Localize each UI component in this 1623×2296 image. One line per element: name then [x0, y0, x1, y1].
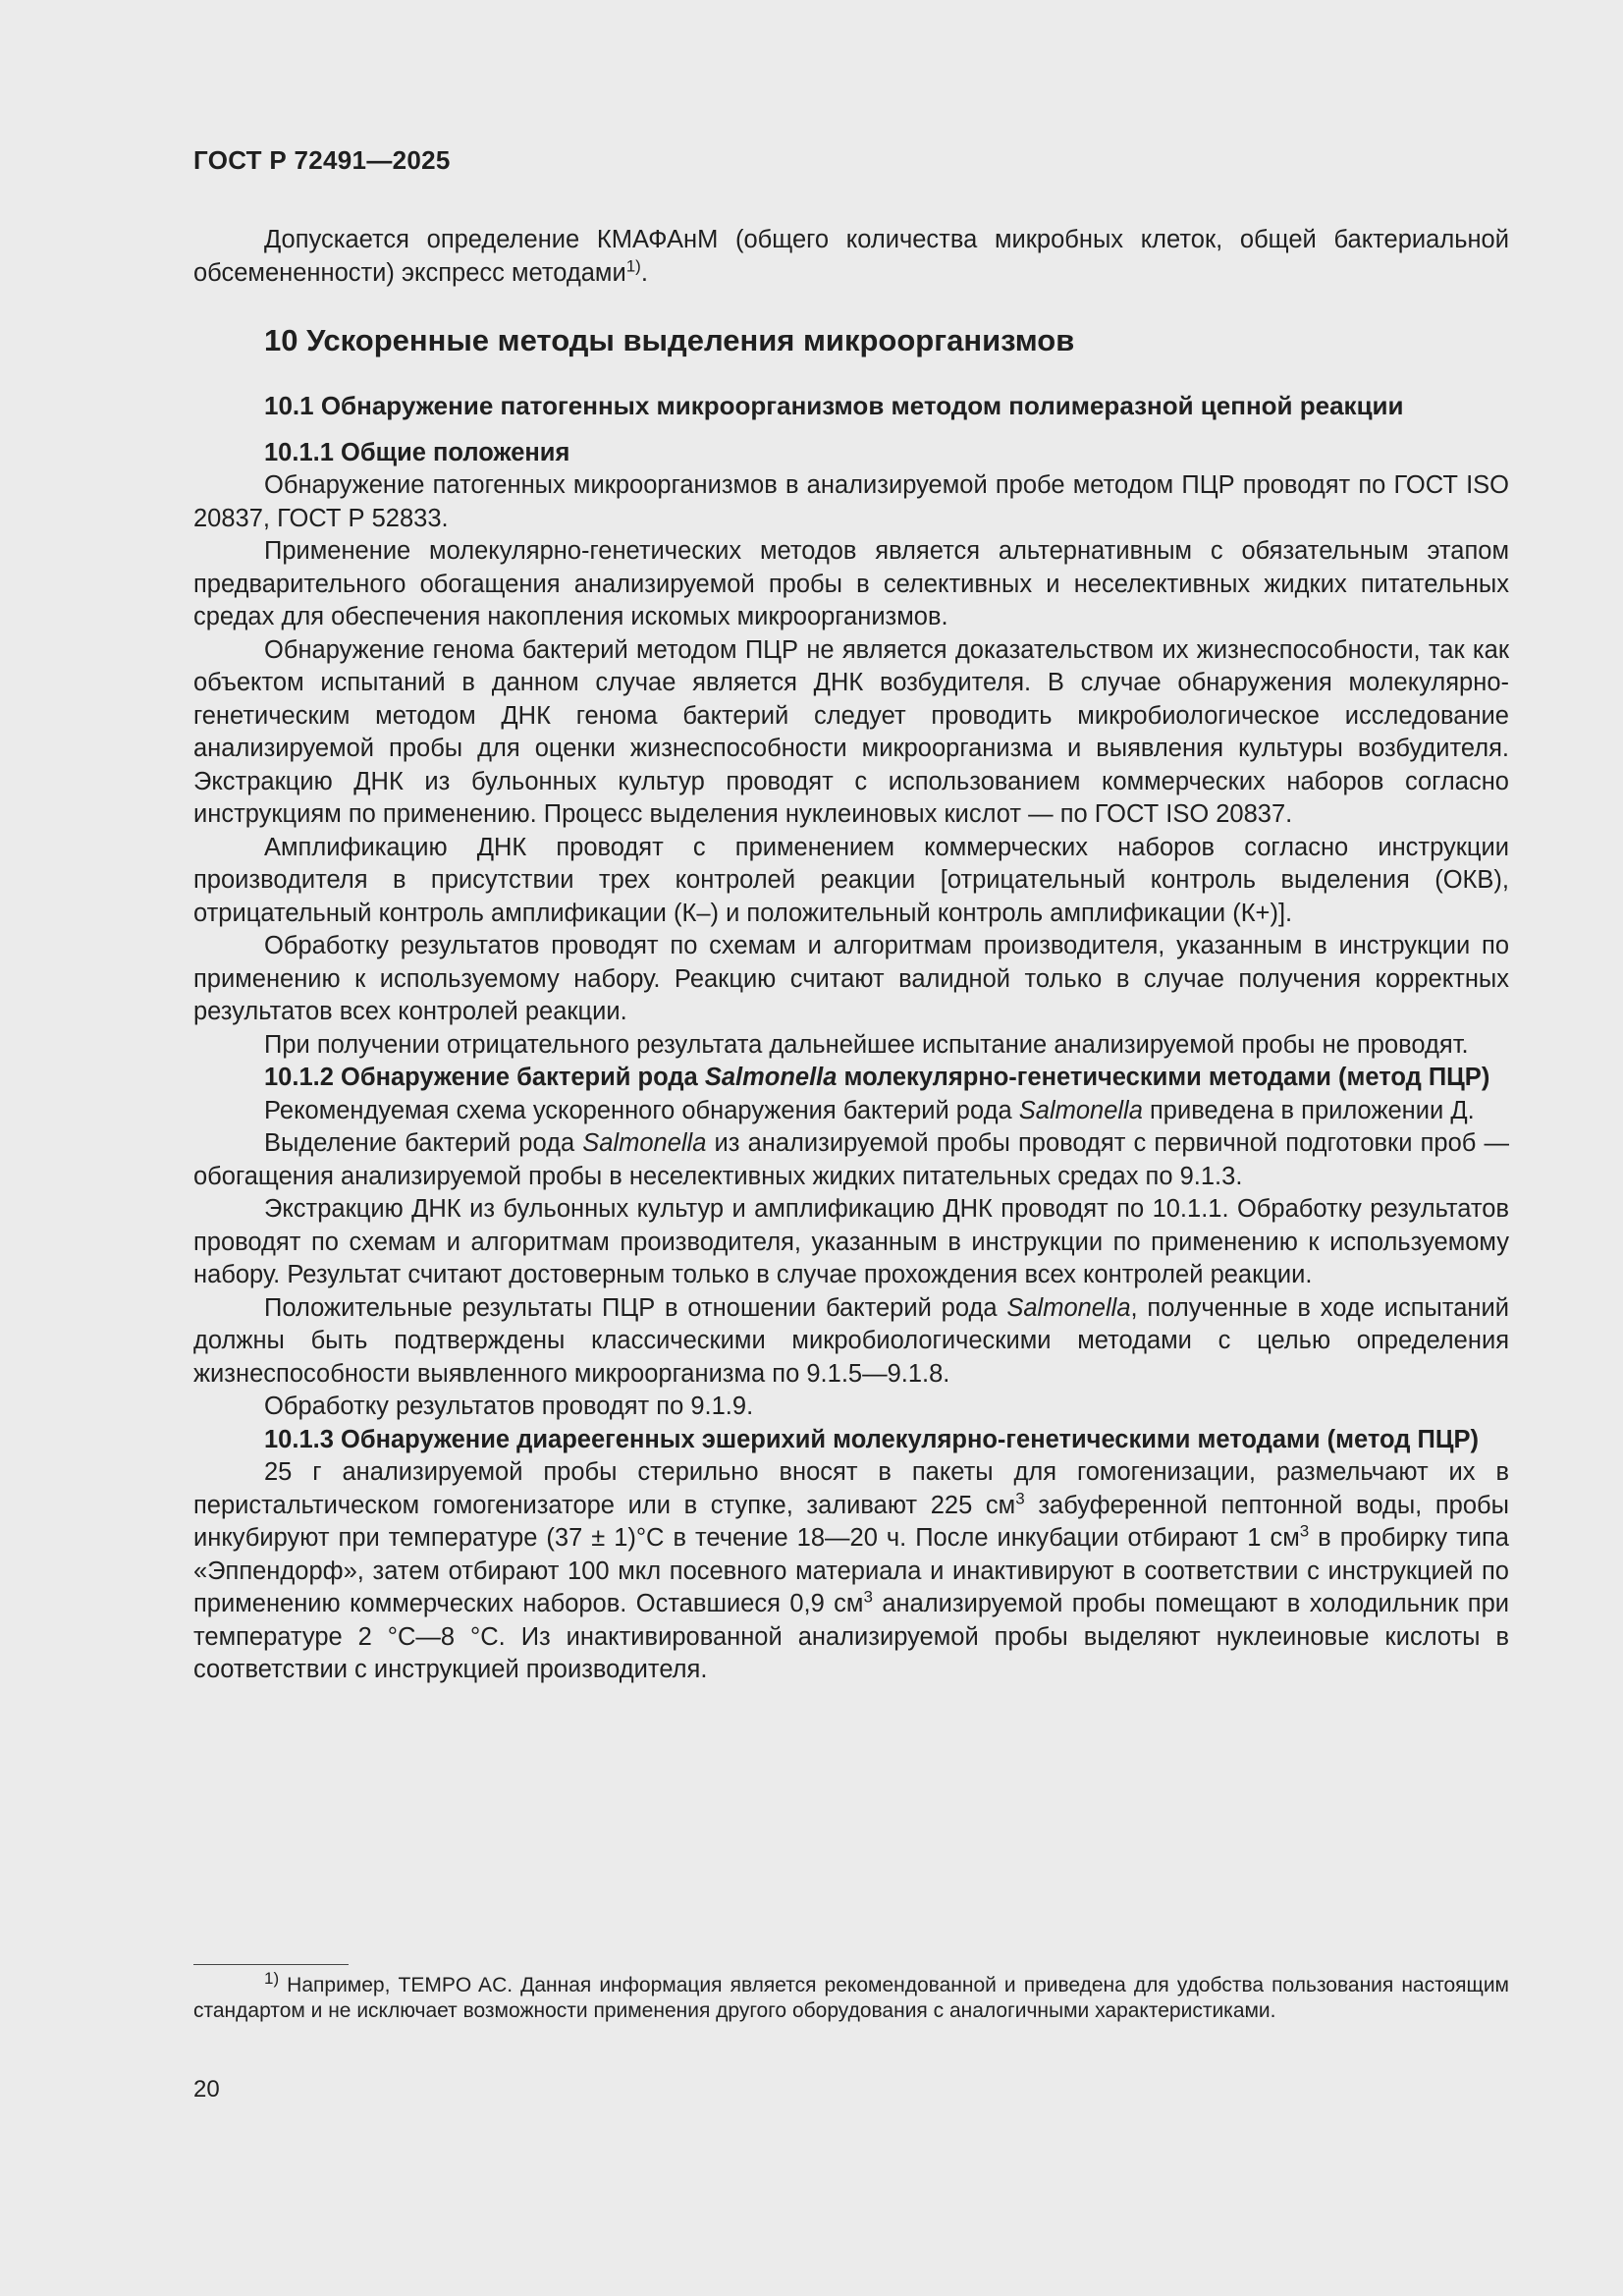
document-body	[193, 224, 1509, 1687]
paragraph: Обнаружение генома бактерий методом ПЦР не является доказательством их жизнеспособности, так как объектом испытаний в данном случае является ДНК возбудителя. В случае обнаружения молекулярно-генетическим методом ДНК генома бактерий следует проводить микробиологическое исследование анализируемой пробы для оценки жизнеспособности микроорганизма и выявления культуры возбудителя. Экстракцию ДНК из бульонных культур проводят с использованием коммерческих наборов согласно инструкциям по применению. Процесс выделения нуклеиновых кислот — по ГОСТ ISO 20837.	[193, 635, 1509, 828]
intro-paragraph: Допускается определение КМАФАнМ (общего количества микробных клеток, общей бактериальной обсемененности) экспресс методами$^{1)}$.	[193, 226, 1509, 287]
paragraph: Обработку результатов проводят по 9.1.9.	[264, 1393, 754, 1420]
document-code-header: ГОСТ Р 72491—2025	[193, 145, 451, 175]
page-number: 20	[193, 2076, 220, 2103]
paragraph: При получении отрицательного результата дальнейшее испытание анализируемой пробы не проводят.	[264, 1030, 1469, 1059]
section-10-1-heading: 10.1 Обнаружение патогенных микроорганизмов методом полимеразной цепной реакции	[264, 391, 1404, 420]
paragraph: Применение молекулярно-генетических методов является альтернативным с обязательным этапом предварительного обогащения анализируемой пробы в селективных и неселективных жидких питательных средах для обеспечения накопления искомых микроорганизмов.	[193, 537, 1509, 630]
paragraph: Выделение бактерий рода Salmonella из анализируемой пробы проводят с первичной подготовки проб — обогащения анализируемой пробы в неселективных жидких питательных средах по 9.1.3.	[193, 1129, 1509, 1190]
section-10-heading: 10 Ускоренные методы выделения микроорганизмов	[264, 323, 1075, 357]
footnote	[193, 1969, 1509, 2024]
subsection-10-1-3-heading: 10.1.3 Обнаружение диареегенных эшерихий молекулярно-генетическими методами (метод ПЦР)	[264, 1425, 1479, 1453]
paragraph: Обработку результатов проводят по схемам и алгоритмам производителя, указанным в инструкции по применению к используемому набору. Реакцию считают валидной только в случае получения корректных результатов всех контролей реакции.	[193, 932, 1509, 1025]
subsection-10-1-1-heading: 10.1.1 Общие положения	[264, 438, 570, 466]
footnote-marker: 1)	[264, 1969, 280, 1988]
paragraph: 25 г анализируемой пробы стерильно вносят в пакеты для гомогенизации, размельчают их в перистальтическом гомогенизаторе или в ступке, заливают 225 $см^3$ забуференной пептонной воды, пробы инкубируют при температуре (37 ± 1)°С в течение 18—20 ч. После инкубации отбирают 1 $см^3$ в пробирку типа «Эппендорф», затем отбирают 100 мкл посевного материала и инактивируют в соответствии с инструкцией по применению коммерческих наборов. Оставшиеся 0,9 $см^3$ анализируемой пробы помещают в холодильник при температуре 2 °С—8 °С. Из инактивированной анализируемой пробы выделяют нуклеиновые кислоты в соответствии с инструкцией производителя.	[193, 1458, 1509, 1683]
paragraph: Обнаружение патогенных микроорганизмов в анализируемой пробе методом ПЦР проводят по ГОСТ ISO 20837, ГОСТ Р 52833.	[193, 471, 1509, 532]
paragraph: Положительные результаты ПЦР в отношении бактерий рода Salmonella, полученные в ходе испытаний должны быть подтверждены классическими микробиологическими методами с целью определения жизнеспособности выявленного микроорганизма по 9.1.5—9.1.8.	[193, 1293, 1509, 1388]
subsection-10-1-2-heading: 10.1.2 Обнаружение бактерий рода Salmonella молекулярно-генетическими методами (метод ПЦР)	[264, 1064, 1490, 1091]
footnote-text: Например, TEMPO AC. Данная информация является рекомендованной и приведена для удобства пользования настоящим стандартом и не исключает возможности применения другого оборудования с аналогичными характеристиками.	[193, 1974, 1509, 2022]
footnote-divider	[193, 1964, 349, 1965]
paragraph: Рекомендуемая схема ускоренного обнаружения бактерий рода Salmonella приведена в приложении Д.	[264, 1096, 1475, 1124]
footnote-marker: 1)	[625, 256, 641, 275]
paragraph: Амплификацию ДНК проводят с применением коммерческих наборов согласно инструкции производителя в присутствии трех контролей реакции [отрицательный контроль выделения (ОКВ), отрицательный контроль амплификации (К–) и положительный контроль амплификации (К+)].	[193, 833, 1509, 927]
paragraph: Экстракцию ДНК из бульонных культур и амплификацию ДНК проводят по 10.1.1. Обработку результатов проводят по схемам и алгоритмам производителя, указанным в инструкции по применению к используемому набору. Результат считают достоверным только в случае прохождения всех контролей реакции.	[193, 1195, 1509, 1288]
